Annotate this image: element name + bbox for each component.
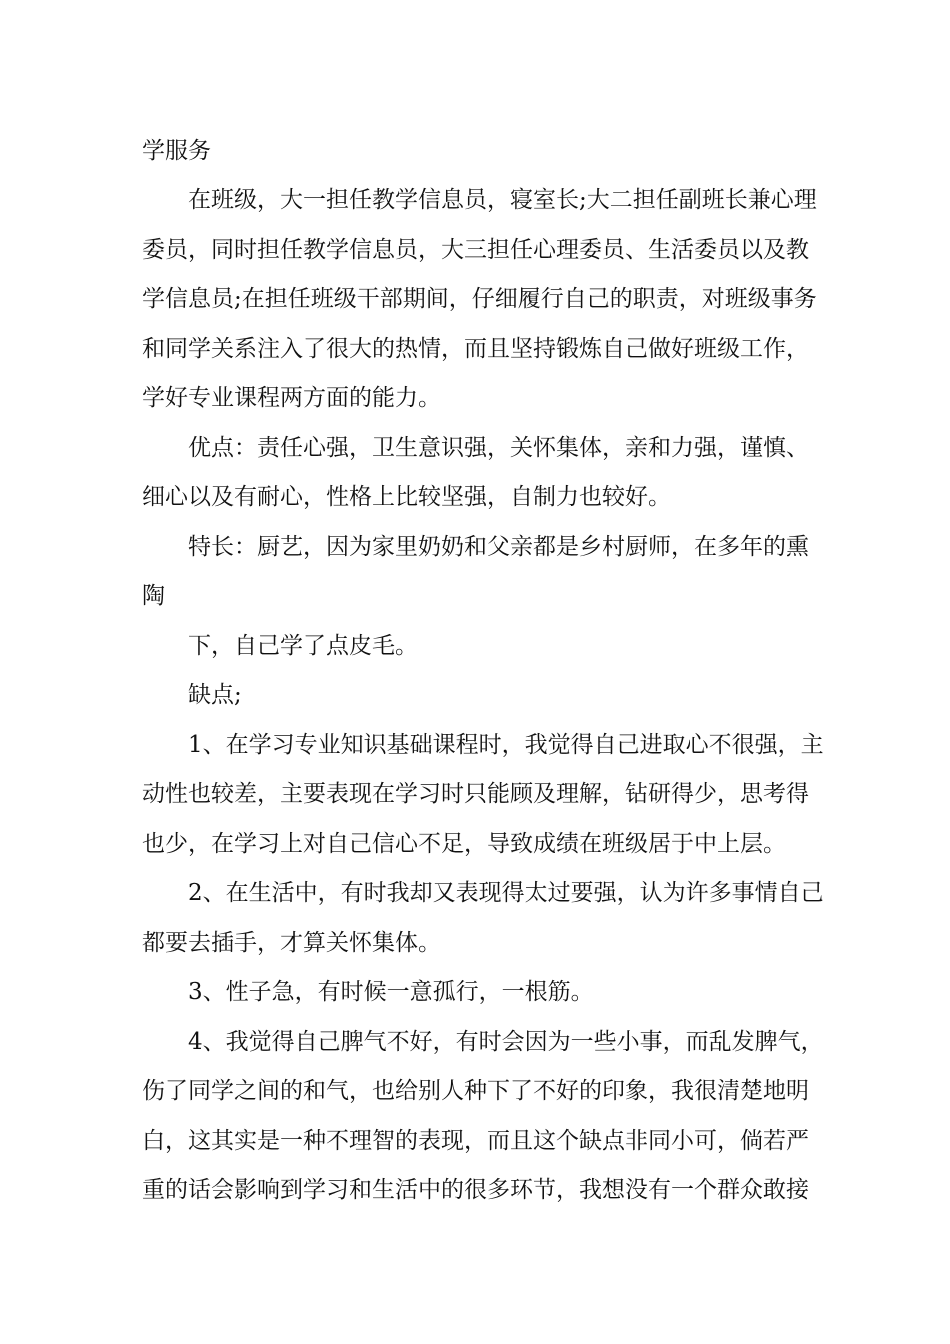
- text-line: 2、在生活中，有时我却又表现得太过要强，认为许多事情自己: [188, 880, 824, 906]
- text-line: 3、性子急，有时候一意孤行，一根筋。: [188, 979, 594, 1005]
- text-line: 陶: [142, 583, 165, 609]
- text-line: 学信息员;在担任班级干部期间，仔细履行自己的职责，对班级事务: [142, 286, 817, 312]
- text-line: 学服务: [142, 138, 211, 164]
- text-line: 委员，同时担任教学信息员，大三担任心理委员、生活委员以及教: [142, 237, 809, 263]
- text-line: 也少，在学习上对自己信心不足，导致成绩在班级居于中上层。: [142, 831, 786, 857]
- text-line: 白，这其实是一种不理智的表现，而且这个缺点非同小可，倘若严: [142, 1128, 809, 1154]
- text-line: 学好专业课程两方面的能力。: [142, 385, 441, 411]
- text-line: 细心以及有耐心，性格上比较坚强，自制力也较好。: [142, 484, 671, 510]
- text-line: 都要去插手，才算关怀集体。: [142, 930, 441, 956]
- text-line: 在班级，大一担任教学信息员，寝室长;大二担任副班长兼心理: [188, 187, 817, 213]
- text-line: 4、我觉得自己脾气不好，有时会因为一些小事，而乱发脾气，: [188, 1029, 824, 1055]
- text-line: 重的话会影响到学习和生活中的很多环节，我想没有一个群众敢接: [142, 1177, 809, 1203]
- text-line: 动性也较差，主要表现在学习时只能顾及理解，钻研得少，思考得: [142, 781, 809, 807]
- text-line: 下，自己学了点皮毛。: [188, 633, 418, 659]
- text-line: 优点：责任心强，卫生意识强，关怀集体，亲和力强，谨慎、: [188, 435, 809, 461]
- text-line: 1、在学习专业知识基础课程时，我觉得自己进取心不很强，主: [188, 732, 824, 758]
- text-line: 伤了同学之间的和气，也给别人种下了不好的印象，我很清楚地明: [142, 1078, 809, 1104]
- text-line: 特长：厨艺，因为家里奶奶和父亲都是乡村厨师，在多年的熏: [188, 534, 809, 560]
- text-line: 缺点;: [188, 682, 242, 708]
- text-line: 和同学关系注入了很大的热情，而且坚持锻炼自己做好班级工作，: [142, 336, 809, 362]
